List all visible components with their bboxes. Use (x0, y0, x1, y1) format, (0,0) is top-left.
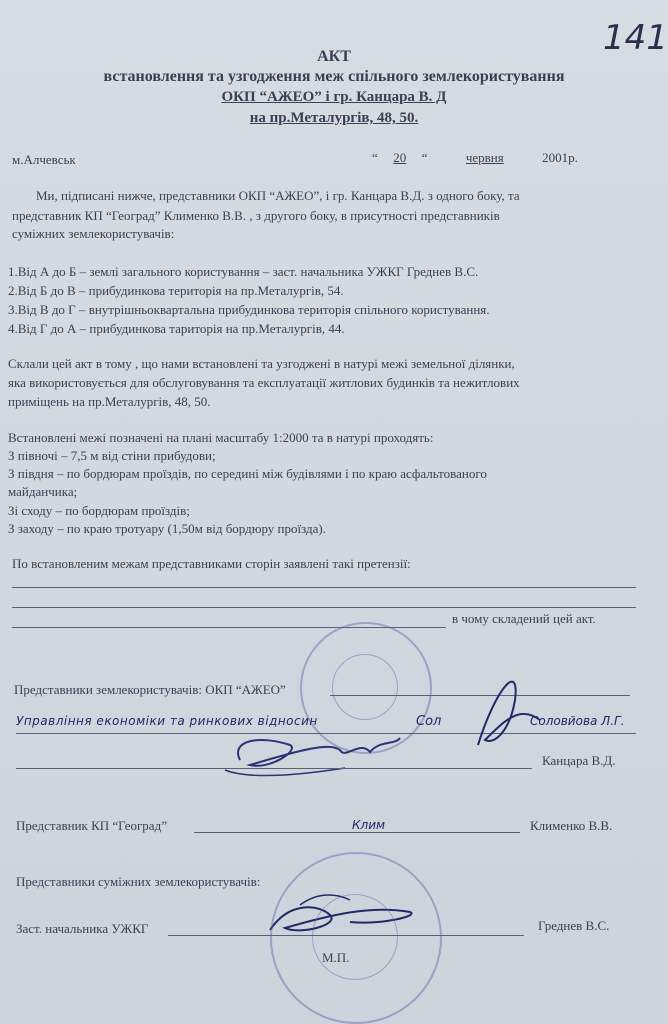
signature-line (194, 832, 520, 833)
intro-line-3: суміжних землекористувачів: (12, 226, 175, 241)
zhkg-label: Заст. начальника УЖКГ (16, 921, 149, 936)
act-subtitle: встановлення та узгодження меж спільного землекористування (103, 68, 565, 85)
handwritten-department: Управління економіки та ринкових відносин (16, 714, 318, 728)
page-number: 141 (603, 18, 668, 58)
plan-line: З заходу – по краю тротуару (1,50м від бордюру проїзда). (8, 521, 326, 536)
plan-line: майданчика; (8, 484, 78, 499)
geograd-label: Представник КП “Геоград” (16, 818, 167, 833)
round-stamp-2 (270, 852, 442, 1024)
boundary-item: 1.Від А до Б – землі загального користування – заст. начальника УЖКГ Греднев В.С. (8, 264, 479, 279)
signature-line (16, 768, 532, 769)
plan-line: Зі сходу – по бордюрам проїздів; (8, 503, 190, 518)
claims-label: По встановленим межам представниками сторін заявлені такі претензії: (12, 556, 411, 571)
act-title: АКТ (317, 48, 351, 65)
claims-end: в чому складений цей акт. (452, 611, 596, 626)
date-day: 20 (393, 150, 407, 165)
handwritten-name: Соловйова Л.Г. (530, 714, 625, 728)
plan-line: Встановлені межі позначені на плані масштабу 1:2000 та в натурі проходять: (8, 430, 434, 445)
date-month: червня (465, 150, 504, 165)
signature-line (168, 935, 524, 936)
plan-line: З півночі – 7,5 м від стіни прибудови; (8, 448, 216, 463)
purpose-line-3: приміщень на пр.Металургів, 48, 50. (8, 394, 211, 409)
date-year: 2001р. (542, 150, 578, 165)
act-address: на пр.Металургів, 48, 50. (249, 110, 419, 126)
act-parties: ОКП “АЖЕО” і гр. Канцара В. Д (221, 89, 447, 105)
plan-line: З півдня – по бордюрам проїздів, по середині між будівлями і по краю асфальтованого (8, 466, 487, 481)
boundary-item: 3.Від В до Г – внутрішньоквартальна прибудинкова територія спільного користування. (8, 302, 490, 317)
date: “ 20 “ червня 2001р. (372, 150, 578, 165)
place: м.Алчевськ (12, 152, 76, 167)
intro-line-2: представник КП “Геоград” Клименко В.В. , з другого боку, в присутності представників (12, 208, 500, 223)
boundary-item: 2.Від Б до В – прибудинкова територія на пр.Металургів, 54. (8, 283, 344, 298)
handwritten-sign-abbr: Сол (416, 714, 442, 729)
boundary-item: 4.Від Г до А – прибудинкова тариторія на пр.Металургів, 44. (8, 321, 345, 336)
geograd-handwritten-sign: Клим (352, 818, 386, 832)
adjacent-label: Представники суміжних землекористувачів: (16, 874, 261, 889)
kantsara-name: Канцара В.Д. (542, 753, 616, 768)
land-users-label: Представники землекористувачів: ОКП “АЖЕО” (14, 682, 286, 697)
purpose-line-2: яка використовується для обслуговування та експлуатації житлових будинків та нежитлових (8, 375, 520, 390)
purpose-line-1: Склали цей акт в тому , що нами встановлені та узгоджені в натурі межі земельної ділянки, (8, 356, 515, 371)
stamp-place-mp: М.П. (322, 950, 350, 965)
grednev-name: Греднев В.С. (538, 918, 610, 933)
intro-line-1: Ми, підписані нижче, представники ОКП “АЖЕО”, і гр. Канцара В.Д. з одного боку, та (36, 188, 520, 203)
klymenko-name: Клименко В.В. (530, 818, 613, 833)
